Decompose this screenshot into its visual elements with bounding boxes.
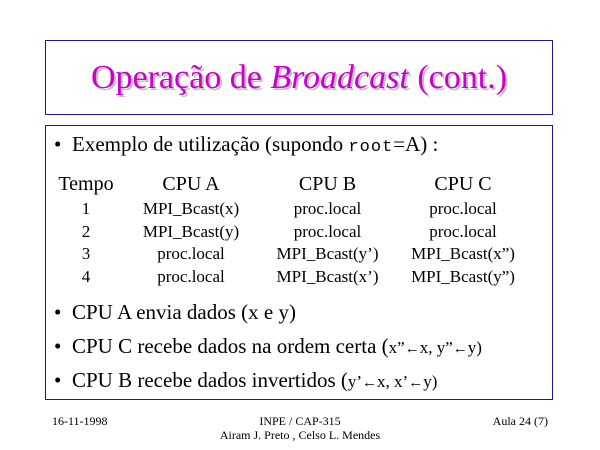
left-arrow-icon: ← xyxy=(404,341,420,357)
cell-tempo: 3 xyxy=(81,244,91,264)
cell-cpu-c: proc.local xyxy=(429,221,497,241)
cell-cpu-a: MPI_Bcast(y) xyxy=(142,221,240,241)
bullet-dot: • xyxy=(54,334,62,358)
header-cpu-c: CPU C xyxy=(434,172,492,195)
bullet-dot: • xyxy=(54,300,62,324)
bullet-text: Exemplo de utilização (supondo xyxy=(72,132,349,156)
code-root: root xyxy=(348,138,394,157)
math-part: y) xyxy=(467,338,482,357)
cell-cpu-b: proc.local xyxy=(293,199,362,219)
bullet-text: CPU B recebe dados invertidos ( xyxy=(72,368,348,392)
title-suffix: (cont.) xyxy=(408,58,508,96)
math-part: y’ xyxy=(347,372,363,391)
cell-cpu-b: MPI_Bcast(y’) xyxy=(276,244,379,264)
footer-course: INPE / CAP-315 xyxy=(259,414,341,428)
math-part: y) xyxy=(423,372,438,391)
content-box xyxy=(45,125,553,400)
bullet-dot: • xyxy=(54,132,62,156)
footer-date: 16-11-1998 xyxy=(52,414,108,428)
cell-tempo: 1 xyxy=(81,199,91,219)
table-row xyxy=(46,266,527,289)
bullet-text: CPU A envia dados (x e y) xyxy=(72,300,296,324)
bullet-example xyxy=(54,132,438,157)
footer-page-number: Aula 24 (7) xyxy=(492,414,548,428)
table-row xyxy=(46,221,527,244)
timing-table xyxy=(46,170,527,288)
title-box xyxy=(45,40,553,115)
cell-cpu-c: MPI_Bcast(y”) xyxy=(411,266,515,286)
bullet-text: CPU C recebe dados na ordem certa ( xyxy=(72,334,389,358)
header-cpu-a: CPU A xyxy=(162,172,220,195)
cell-cpu-b: MPI_Bcast(x’) xyxy=(276,266,379,286)
left-arrow-icon: ← xyxy=(452,341,468,357)
bullet-cpu-c xyxy=(54,334,482,359)
table-header-row xyxy=(46,170,527,198)
left-arrow-icon: ← xyxy=(362,375,378,391)
bullet-dot: • xyxy=(54,368,62,392)
header-tempo: Tempo xyxy=(58,172,114,195)
table-row xyxy=(46,198,527,221)
slide-title xyxy=(91,59,507,97)
footer-authors: Airam J. Preto , Celso L. Mendes xyxy=(219,428,381,442)
cell-cpu-a: MPI_Bcast(x) xyxy=(142,199,240,219)
cell-tempo: 2 xyxy=(81,221,91,241)
cell-cpu-b: proc.local xyxy=(293,221,362,241)
math-part: x, y” xyxy=(419,338,453,357)
title-prefix: Operação de xyxy=(90,58,271,96)
bullet-cpu-a xyxy=(54,300,296,325)
bullet-text-end: =A) : xyxy=(393,132,439,156)
cell-tempo: 4 xyxy=(81,266,91,286)
cell-cpu-a: proc.local xyxy=(157,244,225,264)
cell-cpu-c: MPI_Bcast(x”) xyxy=(411,244,515,264)
title-italic: Broadcast xyxy=(270,58,409,96)
bullet-cpu-b xyxy=(54,368,437,393)
cell-cpu-a: proc.local xyxy=(157,266,225,286)
left-arrow-icon: ← xyxy=(408,375,424,391)
header-cpu-b: CPU B xyxy=(298,172,357,195)
math-part: x, x’ xyxy=(377,372,409,391)
table-row xyxy=(46,243,527,266)
cell-cpu-c: proc.local xyxy=(429,199,497,219)
math-part: x” xyxy=(388,338,405,357)
